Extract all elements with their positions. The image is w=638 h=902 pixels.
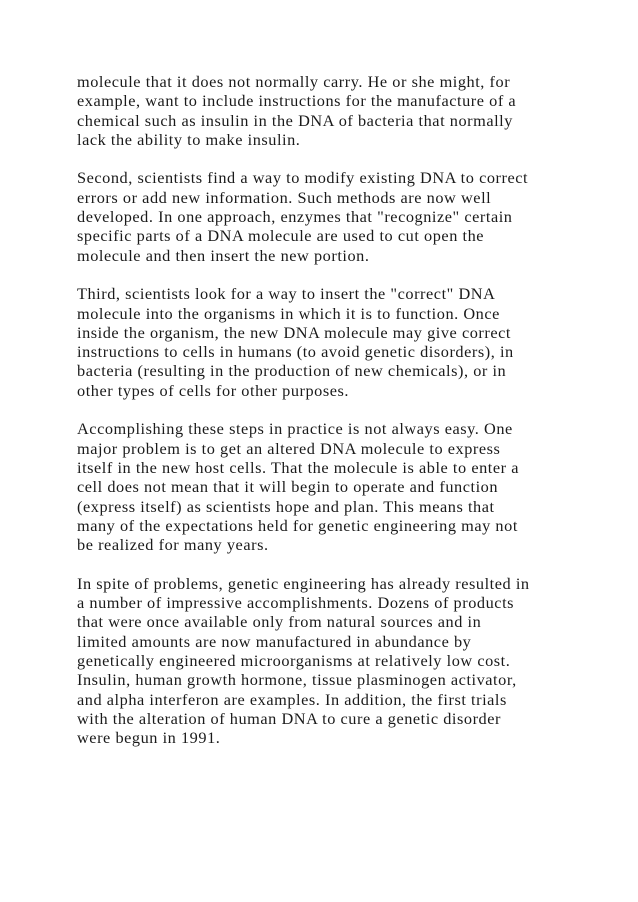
text-line: In spite of problems, genetic engineering has already resulted in [77, 573, 530, 593]
text-line: itself in the new host cells. That the molecule is able to enter a [77, 457, 520, 477]
paragraph-third-step [77, 284, 577, 400]
text-line: example, want to include instructions for the manufacture of a [77, 91, 517, 111]
text-line: inside the organism, the new DNA molecule may give correct [77, 322, 511, 342]
text-line: Insulin, human growth hormone, tissue plasminogen activator, [77, 670, 517, 690]
text-line: limited amounts are now manufactured in abundance by [77, 631, 472, 651]
text-line: cell does not mean that it will begin to operate and function [77, 477, 499, 497]
text-line: a number of impressive accomplishments. Dozens of products [77, 593, 515, 613]
paragraph-second-step [77, 168, 577, 264]
paragraph-accomplishments [77, 574, 577, 748]
text-line: many of the expectations held for genetic engineering may not [77, 515, 518, 535]
text-line: Second, scientists find a way to modify existing DNA to correct [77, 168, 529, 188]
text-line: bacteria (resulting in the production of new chemicals), or in [77, 361, 507, 381]
text-line: molecule that it does not normally carry. He or she might, for [77, 72, 511, 91]
paragraph-spacer [77, 400, 577, 419]
text-line: errors or add new information. Such methods are now well [77, 187, 492, 207]
paragraph-spacer [77, 149, 577, 168]
text-line: other types of cells for other purposes. [77, 380, 350, 400]
text-line: chemical such as insulin in the DNA of bacteria that normally [77, 110, 513, 130]
text-line: be realized for many years. [77, 535, 269, 555]
paragraph-spacer [77, 554, 577, 573]
text-line: molecule into the organisms in which it is to function. Once [77, 303, 500, 323]
text-line: developed. In one approach, enzymes that "recognize" certain [77, 207, 513, 227]
text-line: were begun in 1991. [77, 728, 221, 748]
text-line: (express itself) as scientists hope and plan. This means that [77, 496, 495, 516]
text-line: major problem is to get an altered DNA molecule to express [77, 438, 501, 458]
text-line: genetically engineered microorganisms at relatively low cost. [77, 650, 511, 670]
text-line: specific parts of a DNA molecule are used to cut open the [77, 226, 485, 246]
text-line: that were once available only from natural sources and in [77, 612, 482, 632]
paragraph-challenges [77, 419, 577, 554]
text-line: Third, scientists look for a way to insert the "correct" DNA [77, 284, 496, 304]
text-line: lack the ability to make insulin. [77, 129, 301, 149]
paragraph-spacer [77, 265, 577, 284]
text-line: and alpha interferon are examples. In addition, the first trials [77, 689, 507, 709]
document-page [77, 72, 577, 747]
text-line: instructions to cells in humans (to avoid genetic disorders), in [77, 342, 514, 362]
paragraph-intro-continuation [77, 72, 577, 149]
text-line: with the alteration of human DNA to cure a genetic disorder [77, 708, 501, 728]
text-line: Accomplishing these steps in practice is not always easy. One [77, 419, 513, 439]
text-line: molecule and then insert the new portion. [77, 245, 370, 265]
